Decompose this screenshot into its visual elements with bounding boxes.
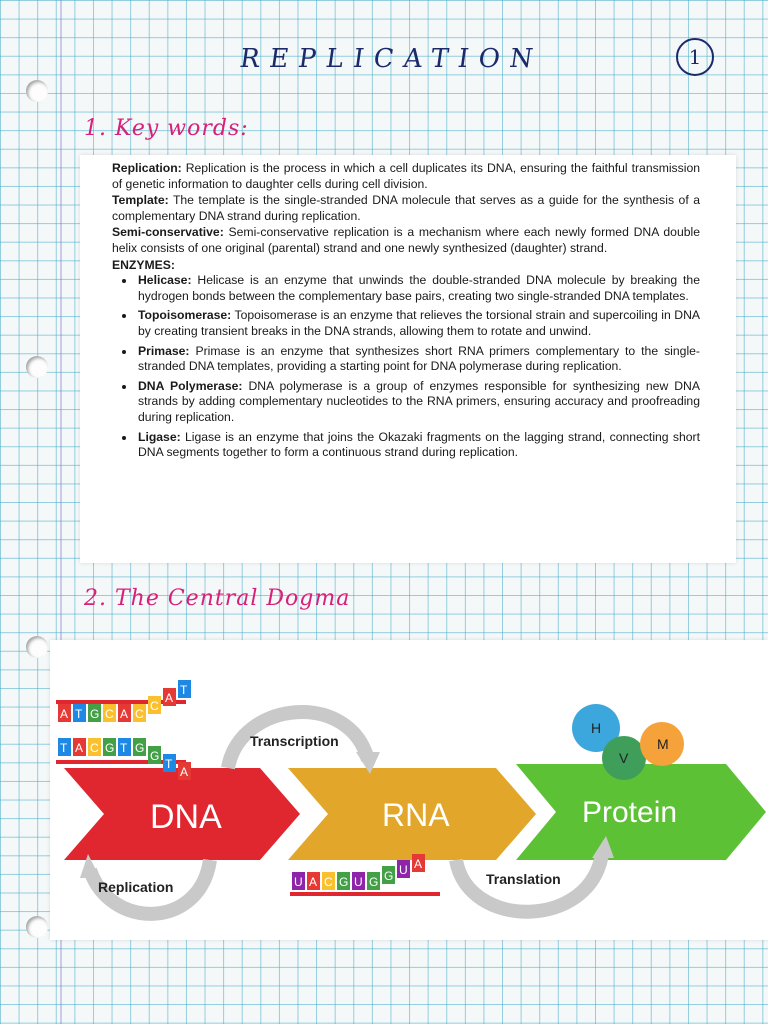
enzyme-entry — [136, 308, 700, 339]
dna-top-base: C — [135, 707, 144, 721]
enzyme-term: DNA Polymerase: — [138, 378, 243, 393]
central-dogma-svg — [50, 640, 768, 940]
rna-base: U — [354, 875, 363, 889]
key-word-definition: Semi-conservative replication is a mechanism where each newly formed DNA double helix consists of one original (parental) strand and one newly synthesized (daughter) strand. — [112, 225, 700, 255]
rna-label: RNA — [382, 797, 450, 833]
dna-bottom-base: T — [120, 741, 128, 755]
binder-hole — [26, 916, 48, 938]
translation-label: Translation — [486, 871, 561, 887]
rna-backbone — [290, 892, 440, 896]
dna-top-base: A — [120, 707, 129, 721]
rna-strand — [290, 854, 440, 896]
enzyme-term: Primase: — [138, 343, 190, 358]
binder-hole — [26, 636, 48, 658]
key-word-term: Template: — [112, 193, 169, 208]
term-list — [112, 161, 700, 257]
protein-bead-label: V — [619, 750, 629, 766]
dna-bottom-base: A — [180, 765, 189, 779]
page-title: REPLICATION — [237, 44, 545, 74]
dna-top-base: C — [105, 707, 114, 721]
enzyme-definition: Topoisomerase is an enzyme that relieves the torsional strain and supercoiling in DNA by creating transient breaks in the DNA strands, allowing them to rotate and unwind. — [138, 308, 700, 338]
dna-top-base: T — [180, 683, 188, 697]
key-word-term: Semi-conservative: — [112, 225, 224, 240]
dna-bottom-base: G — [105, 741, 115, 755]
enzyme-entry — [136, 379, 700, 426]
enzyme-definition: DNA polymerase is a group of enzymes responsible for synthesizing new DNA strands by adding complementary nucleotides to the RNA primers, ensuring accuracy and proofreading during replication. — [138, 378, 700, 424]
transcription-label: Transcription — [250, 733, 339, 749]
rna-base: A — [414, 857, 423, 871]
rna-base: G — [369, 875, 379, 889]
protein-bead-label: M — [657, 736, 669, 752]
dna-label: DNA — [150, 798, 222, 836]
dna-top-base: G — [90, 707, 100, 721]
dna-bottom-base: A — [75, 741, 84, 755]
page-number: 1 — [676, 38, 714, 76]
enzyme-list — [112, 273, 700, 461]
rna-base: U — [399, 863, 408, 877]
section-heading-central-dogma: 2. The Central Dogma — [84, 586, 351, 611]
central-dogma-diagram — [50, 640, 768, 940]
dna-top-base: A — [165, 691, 174, 705]
key-word-definition: Replication is the process in which a cell duplicates its DNA, ensuring the faithful transmission of genetic information to daughter cells during cell division. — [112, 161, 700, 191]
dna-bottom-base: T — [60, 741, 68, 755]
dna-bottom-base: C — [90, 741, 99, 755]
binder-hole — [26, 356, 48, 378]
protein-label: Protein — [582, 796, 678, 829]
rna-base: U — [294, 875, 303, 889]
enzyme-definition: Helicase is an enzyme that unwinds the double-stranded DNA molecule by breaking the hydrogen bonds between the complementary base pairs, creating two single-stranded DNA templates. — [138, 273, 700, 303]
dna-bottom-base: T — [165, 757, 173, 771]
enzyme-definition: Ligase is an enzyme that joins the Okazaki fragments on the lagging strand, connecting short DNA segments together to form a continuous strand during replication. — [138, 429, 700, 460]
enzyme-entry — [136, 430, 700, 461]
enzymes-heading: ENZYMES: — [112, 257, 175, 272]
enzyme-term: Topoisomerase: — [138, 308, 232, 323]
key-word-entry — [112, 161, 700, 192]
binder-hole — [26, 80, 48, 102]
enzyme-definition: Primase is an enzyme that synthesizes short RNA primers complementary to the single-stranded DNA templates, providing a starting point for DNA polymerase during replication. — [138, 343, 700, 374]
dna-bottom-base: G — [150, 749, 160, 763]
key-word-entry — [112, 193, 700, 224]
replication-label: Replication — [98, 879, 174, 895]
key-word-definition: The template is the single-stranded DNA molecule that serves as a guide for the synthesis of a complementary DNA strand during replication. — [112, 193, 700, 223]
key-words-card — [80, 155, 736, 563]
rna-base: C — [324, 875, 333, 889]
dna-double-strand — [56, 680, 191, 780]
dna-top-base: A — [60, 707, 69, 721]
key-word-term: Replication: — [112, 161, 182, 175]
dna-bottom-base: G — [135, 741, 145, 755]
key-word-entry — [112, 225, 700, 256]
dna-top-base: T — [75, 707, 83, 721]
enzyme-entry — [136, 273, 700, 304]
section-heading-key-words: 1. Key words: — [84, 116, 249, 141]
rna-base: G — [384, 869, 394, 883]
enzyme-term: Helicase: — [138, 273, 192, 288]
enzyme-term: Ligase: — [138, 429, 181, 444]
rna-base: A — [309, 875, 318, 889]
dna-top-base: C — [150, 699, 159, 713]
rna-base: G — [339, 875, 349, 889]
protein-bead-label: H — [591, 720, 602, 736]
enzyme-entry — [136, 344, 700, 375]
